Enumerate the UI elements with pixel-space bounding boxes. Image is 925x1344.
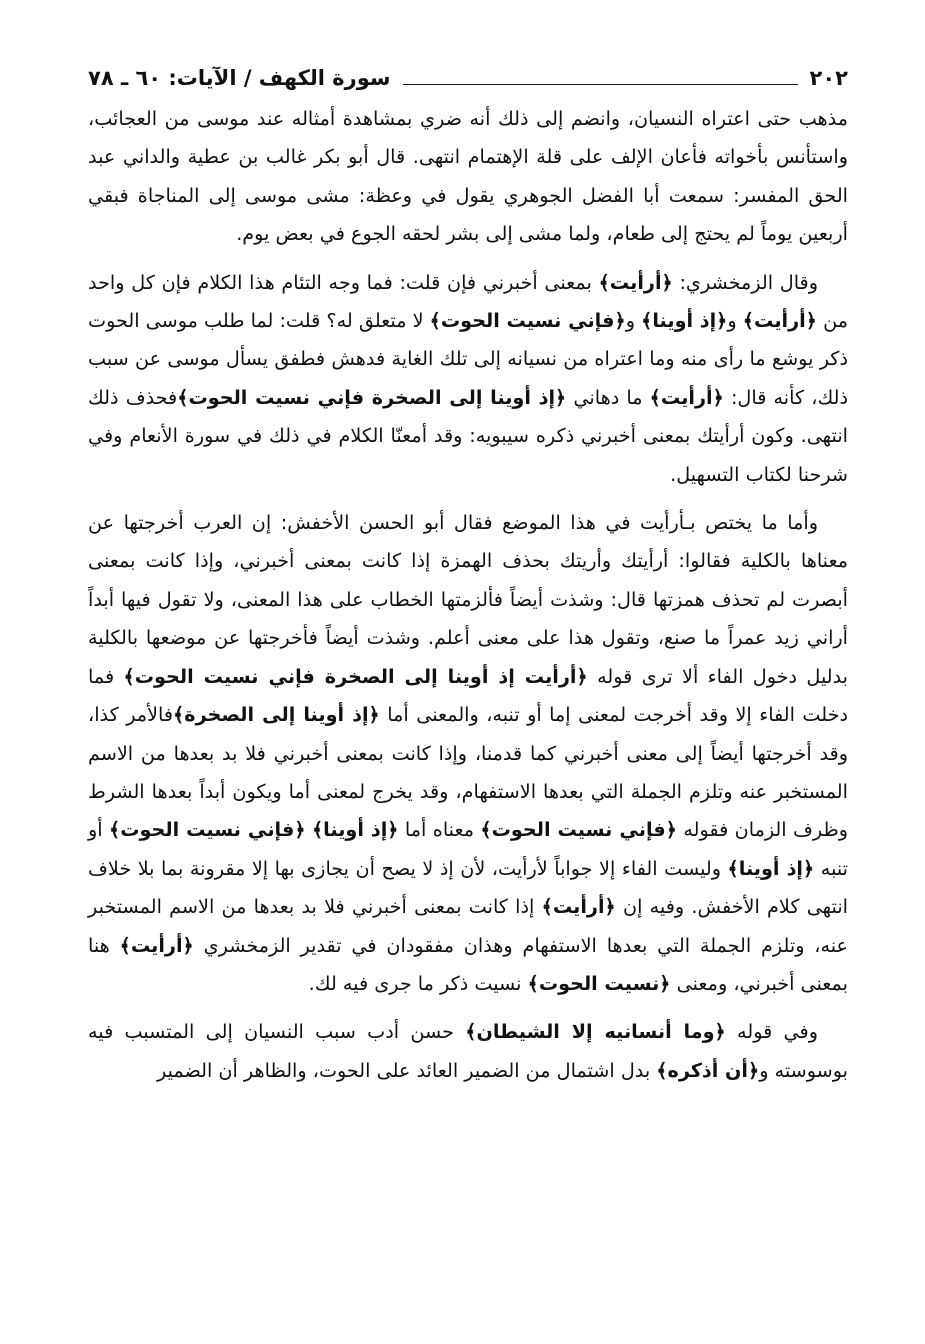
- quran-quote: ﴿إذ أوينا﴾: [311, 818, 399, 842]
- quran-quote: ﴿أرأيت﴾: [649, 385, 724, 409]
- text-segment: بدل اشتمال من الضمير العائد على الحوت، والظاهر أن الضمير: [157, 1058, 657, 1082]
- paragraph: [88, 100, 848, 254]
- quran-quote: ﴿إذ أوينا﴾: [641, 309, 728, 333]
- quran-quote: ﴿فإني نسيت الحوت﴾: [429, 309, 626, 333]
- quran-quote: ﴿وما أنسانيه إلا الشيطان﴾: [465, 1020, 726, 1044]
- text-segment: نسيت ذكر ما جرى فيه لك.: [308, 971, 528, 995]
- quran-quote: ﴿أرأيت﴾: [598, 270, 673, 294]
- text-segment: أو تنبه: [88, 818, 848, 880]
- text-segment: فما دخلت الفاء إلا وقد أخرجت لمعنى إما أو تنبه، والمعنى أما: [88, 664, 849, 727]
- body-text: [88, 100, 848, 1090]
- text-segment: و: [625, 309, 642, 333]
- text-segment: حسن أدب سبب النسيان إلى المتسبب فيه بوسوسته و: [88, 1020, 848, 1082]
- quran-quote: ﴿إذ أوينا إلى الصخرة فإني نسيت الحوت﴾: [177, 385, 567, 409]
- book-page: [88, 60, 848, 1100]
- quran-quote: ﴿أرأيت﴾: [742, 309, 817, 333]
- text-segment: لا متعلق له؟ قلت: لما طلب موسى الحوت ذكر يوشع ما رأى منه وما اعتراه من نسيانه إلى تلك الغاية فدهش فطفق يسأل موسى عن سبب ذلك، كأنه قال:: [88, 309, 849, 409]
- text-segment: مذهب حتى اعتراه النسيان، وانضم إلى ذلك أنه ضري بمشاهدة أمثاله عند موسى من العجائب، واستأنس بأخواته فأعان الإلف على قلة الإهتمام انتهى. قال أبو بكر غالب بن عطية والداني عبد الحق المفسر: سمعت أبا الفضل الجوهري يقول في وعظة: مشى موسى إلى المناجاة فبقي أربعين يوماً لم يحتج إلى طعام، ولما مشى إلى بشر لحقه الجوع في بعض يوم.: [88, 107, 848, 246]
- text-segment: ما دهاني: [566, 385, 650, 409]
- paragraph: [88, 264, 848, 494]
- paragraph: [88, 504, 848, 1003]
- text-segment: إذا كانت بمعنى أخبرني فلا بد بعدها من الاسم المستخبر عنه، وتلزم الجملة التي بعدها الاستفهام وهذان مفقودان في تقدير الزمخشري: [88, 895, 848, 957]
- running-title: سورة الكهف / الآيات: ٦٠ ـ ٧٨: [88, 66, 391, 90]
- quran-quote: ﴿فإني نسيت الحوت﴾: [480, 818, 677, 842]
- text-segment: فحذف ذلك انتهى. وكون أرأيتك بمعنى أخبرني ذكره سيبويه: وقد أمعنّا الكلام في ذلك في سورة الأنعام وفي شرحنا لكتاب التسهيل.: [88, 385, 848, 486]
- text-segment: وقال الزمخشري:: [672, 270, 818, 294]
- quran-quote: ﴿إذ أوينا إلى الصخرة﴾: [173, 703, 380, 727]
- page-number: ٢٠٢: [809, 66, 848, 90]
- text-segment: فالأمر كذا، وقد أخرجتها أيضاً إلى معنى أخبرني كما قدمنا، وإذا كانت بمعنى أخبرني فلا بد بعدها من الاسم المستخبر عنه وتلزم الجملة التي بعدها الاستفهام، وقد يخرج لمعنى أما ويكون أبداً بعدها الشرط وظرف الزمان فقوله: [88, 703, 848, 842]
- quran-quote: ﴿أرأيت﴾: [541, 895, 616, 919]
- text-segment: بمعنى أخبرني فإن قلت: فما وجه التئام هذا الكلام فإن كل واحد من: [88, 270, 848, 333]
- quran-quote: ﴿أن أذكره﴾: [656, 1058, 760, 1082]
- quran-quote: ﴿فإني نسيت الحوت﴾: [108, 818, 306, 842]
- text-segment: وليست الفاء إلا جواباً لأرأيت، لأن إذ لا يصح أن يجازى بها إلا مقرونة بما بلا خلاف انتهى كلام الأخفش. وفيه إن: [88, 856, 848, 919]
- quran-quote: ﴿أرأيت﴾: [119, 933, 194, 957]
- text-segment: هنا بمعنى أخبرني، ومعنى: [88, 933, 848, 995]
- paragraph: [88, 1013, 848, 1090]
- header-rule: [403, 84, 798, 85]
- page-header: [88, 60, 848, 96]
- text-segment: و: [727, 309, 743, 333]
- text-segment: معناه أما: [398, 818, 481, 842]
- text-segment: وأما ما يختص بـأرأيت في هذا الموضع فقال أبو الحسن الأخفش: إن العرب أخرجتها عن معناها بالكلية فقالوا: أرأيتك وأريتك بحذف الهمزة إذا كانت بمعنى أخبرني، وإذا كانت بمعنى أبصرت لم تحذف همزتها قال: وشذت أيضاً فألزمتها الخطاب على هذا المعنى، ولا تقول فيها أبداً أراني زيد عمراً ما صنع، وتقول هذا على معنى أعلم. وشذت أيضاً فأخرجتها عن موضعها بالكلية بدليل دخول الفاء ألا ترى قوله: [88, 511, 848, 688]
- text-segment: وفي قوله: [725, 1020, 818, 1044]
- quran-quote: ﴿أرأيت إذ أوينا إلى الصخرة فإني نسيت الحوت﴾: [123, 664, 588, 688]
- quran-quote: ﴿إذ أوينا﴾: [727, 856, 815, 880]
- quran-quote: ﴿نسيت الحوت﴾: [527, 971, 671, 995]
